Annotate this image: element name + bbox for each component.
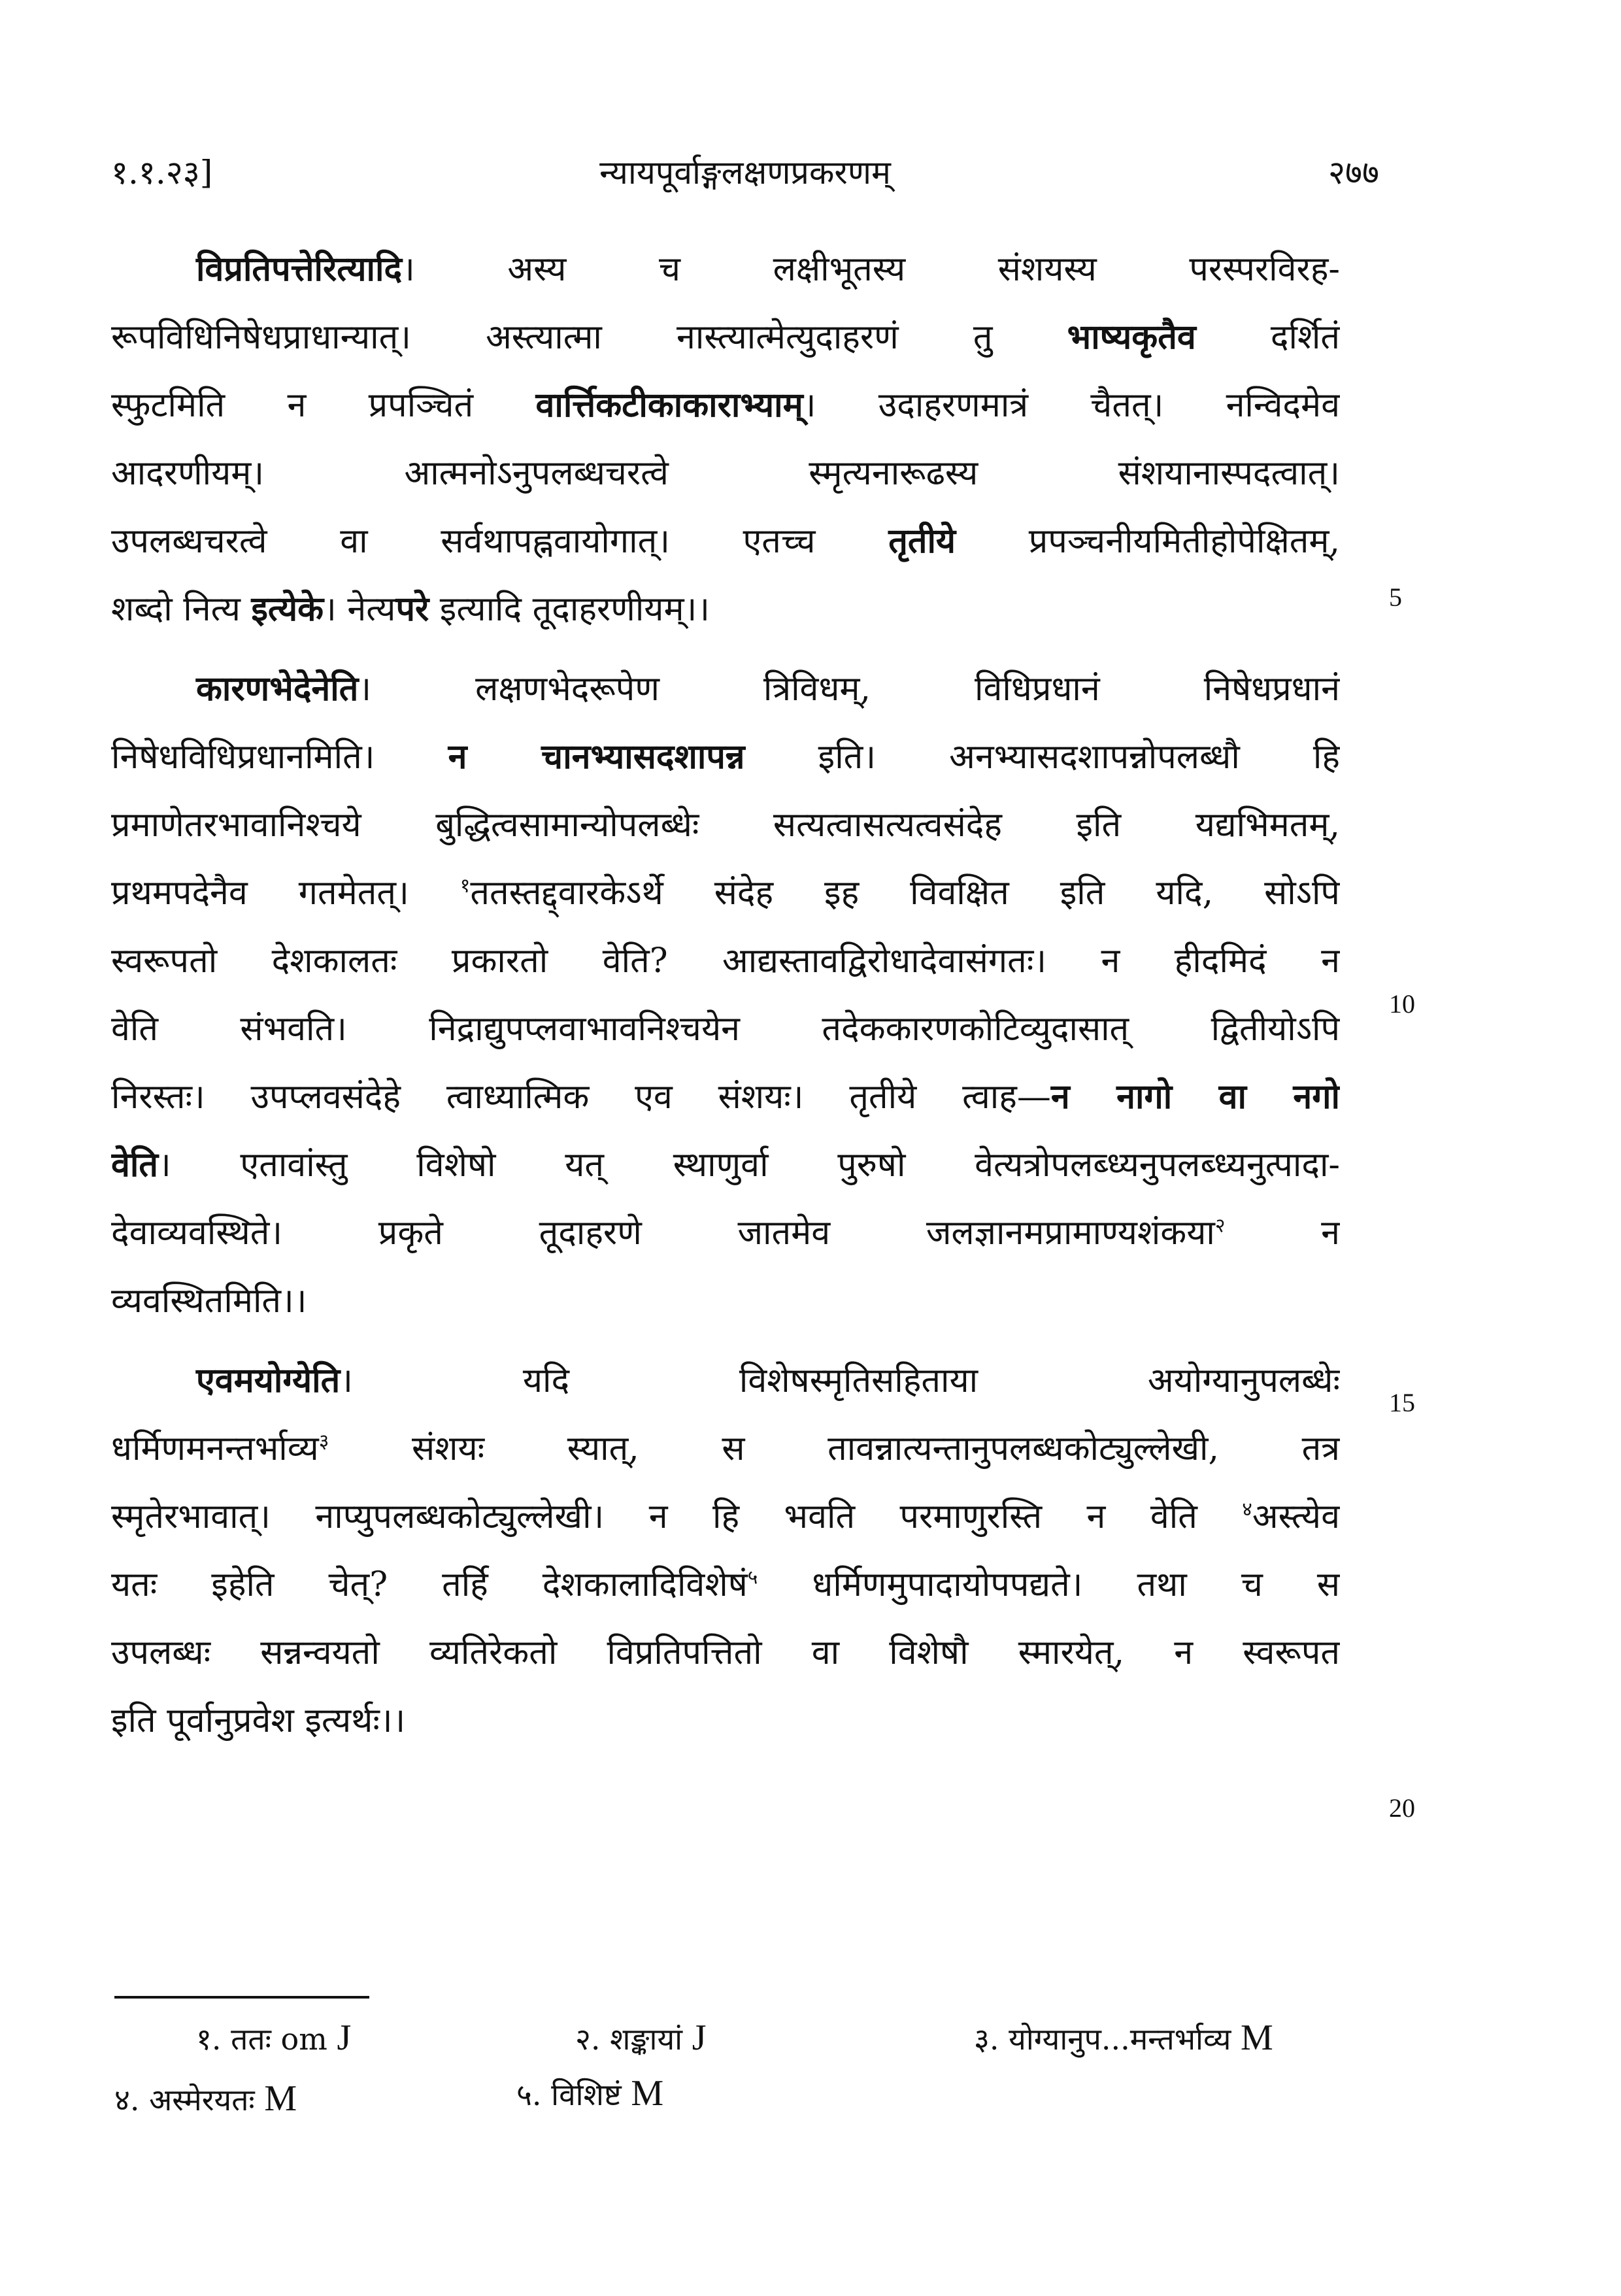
text-line: विप्रतिपत्तेरित्यादि। अस्य च लक्षीभूतस्य संशयस्य परस्परविरह- <box>196 249 1340 289</box>
line-number-5: 5 <box>1389 582 1402 612</box>
text-line: शब्दो नित्य इत्येके। नेत्यपरे इत्यादि तूदाहरणीयम्।। <box>111 589 710 629</box>
footnote-3: ३. योग्यानुप...मन्तर्भाव्य M <box>974 2017 1273 2058</box>
text-line: देवाव्यवस्थिते। प्रकृते तूदाहरणे जातमेव जलज्ञानमप्रामाण्यशंकया$^२$ न <box>111 1213 1340 1253</box>
footnote-marker: २ <box>1214 1214 1226 1238</box>
text-line: स्मृतेरभावात्। नाप्युपलब्धकोट्युल्लेखी। न हि भवति परमाणुरस्ति न वेति $^४$अस्त्येव <box>111 1497 1340 1536</box>
footnote-1: १. ततः om J <box>196 2017 352 2058</box>
text-line: यतः इहेति चेत्? तर्हि देशकालादिविशेषं$^५$ धर्मिणमुपादायोपपद्यते। तथा च स <box>111 1565 1340 1604</box>
running-header <box>111 149 1379 201</box>
footnote-2: २. शङ्कायां J <box>575 2017 707 2058</box>
text-line: स्वरूपतो देशकालतः प्रकारतो वेति? आद्यस्तावद्विरोधादेवासंगतः। न हीदमिदं न <box>111 941 1340 981</box>
footnote-marker: १ <box>460 874 471 898</box>
text-line: प्रथमपदेनैव गतमेतत्। $^१$ततस्तद्द्वारकेऽर्थे संदेह इह विवक्षित इति यदि, सोऽपि <box>111 873 1340 913</box>
text-line: उपलब्धः सन्नन्वयतो व्यतिरेकतो विप्रतिपत्तितो वा विशेषौ स्मारयेत्, न स्वरूपत <box>111 1633 1340 1672</box>
section-reference: १.१.२३] <box>111 154 213 192</box>
text-line: आदरणीयम्। आत्मनोऽनुपलब्धचरत्वे स्मृत्यनारूढस्य संशयानास्पदत्वात्। <box>111 454 1340 493</box>
running-title: न्यायपूर्वाङ्गलक्षणप्रकरणम् <box>599 154 891 192</box>
text-line: वेति संभवति। निद्राद्युपप्लवाभावनिश्चयेन तदेककारणकोटिव्युदासात् द्वितीयोऽपि <box>111 1009 1340 1049</box>
footnote-marker: ५ <box>747 1566 758 1589</box>
page-number: २७७ <box>1328 154 1379 192</box>
text-line: वेति। एतावांस्तु विशेषो यत् स्थाणुर्वा पुरुषो वेत्यत्रोपलब्ध्यनुपलब्ध्यनुत्पादा- <box>111 1145 1340 1185</box>
text-line: प्रमाणेतरभावानिश्चये बुद्धित्वसामान्योपलब्धेः सत्यत्वासत्यत्वसंदेह इति यद्यभिमतम्, <box>111 805 1340 845</box>
line-number-15: 15 <box>1389 1388 1415 1417</box>
footnote-marker: ४ <box>1242 1498 1252 1521</box>
text-line: रूपविधिनिषेधप्राधान्यात्। अस्त्यात्मा नास्त्यात्मेत्युदाहरणं तु भाष्यकृतैव दर्शितं <box>111 317 1340 357</box>
line-number-10: 10 <box>1389 989 1415 1019</box>
line-number-20: 20 <box>1389 1793 1415 1823</box>
text-line: निरस्तः। उपप्लवसंदेहे त्वाध्यात्मिक एव संशयः। तृतीये त्वाह—न नागो वा नगो <box>111 1077 1340 1117</box>
text-line: कारणभेदेनेति। लक्षणभेदरूपेण त्रिविधम्, विधिप्रधानं निषेधप्रधानं <box>196 669 1340 709</box>
text-line: एवमयोग्येति। यदि विशेषस्मृतिसहिताया अयोग्यानुपलब्धेः <box>196 1360 1340 1400</box>
text-line: उपलब्धचरत्वे वा सर्वथापह्नवायोगात्। एतच्च तृतीये प्रपञ्चनीयमितीहोपेक्षितम्, <box>111 521 1340 561</box>
text-line: निषेधविधिप्रधानमिति। न चानभ्यासदशापन्न इति। अनभ्यासदशापन्नोपलब्धौ हि <box>111 737 1340 777</box>
footnote-4: ४. अस्मेरयतः M <box>114 2078 297 2119</box>
text-line: इति पूर्वानुप्रवेश इत्यर्थः।। <box>111 1701 406 1740</box>
footnote-5: ५. विशिष्टं M <box>516 2073 664 2114</box>
text-line: स्फुटमिति न प्रपञ्चितं वार्त्तिकटीकाकाराभ्याम्। उदाहरणमात्रं चैतत्। नन्विदमेव <box>111 385 1340 425</box>
text-line: व्यवस्थितमिति।। <box>111 1281 307 1321</box>
text-line: धर्मिणमनन्तर्भाव्य$^३$ संशयः स्यात्, स तावन्नात्यन्तानुपलब्धकोट्युल्लेखी, तत्र <box>111 1429 1340 1468</box>
footnote-marker: ३ <box>318 1430 329 1453</box>
footnote-rule <box>114 1996 369 1999</box>
main-text <box>111 235 1340 1755</box>
